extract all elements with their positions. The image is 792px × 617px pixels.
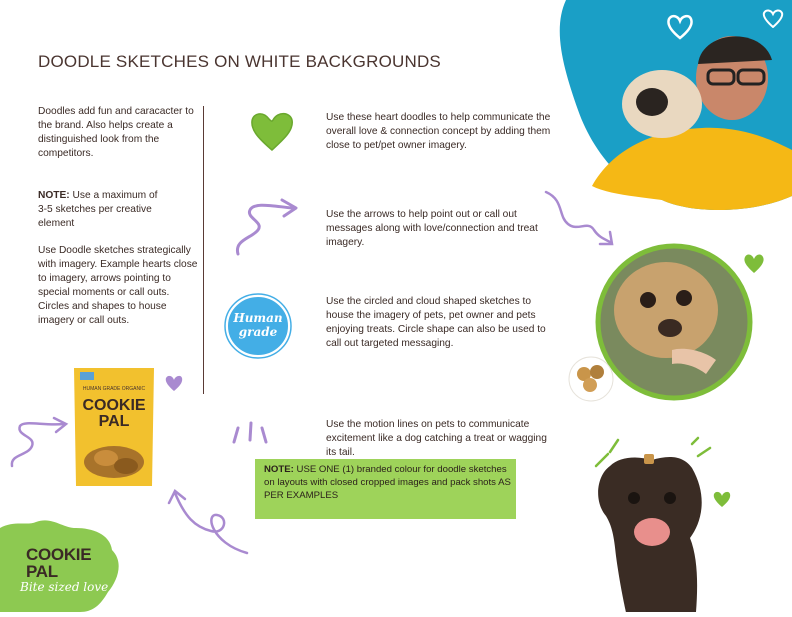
product-pack xyxy=(70,362,158,490)
pack-arrow-doodle xyxy=(6,410,72,470)
brand-name-1: COOKIE xyxy=(26,545,92,564)
arrow-description: Use the arrows to help point out or call out messages along with love/connection and treat imagery. xyxy=(326,209,538,248)
bottom-arrow-doodle xyxy=(165,487,255,559)
brand-tagline: Bite sized love xyxy=(20,580,109,594)
usage-text: Use Doodle sketches strategically with imagery. Example hearts close to imagery, arrows pointing to special moments or call outs. Circles and shapes to house imagery or call outs. xyxy=(38,245,198,326)
cookie-bowl-shape xyxy=(566,356,616,402)
brand-name-2: PAL xyxy=(26,562,58,581)
small-heart-green-bottom xyxy=(712,490,732,508)
arrow-doodle-icon xyxy=(232,196,304,258)
heart-outline-photo xyxy=(666,14,694,40)
badge-line-1: Human xyxy=(233,311,283,325)
cookie-bowl xyxy=(566,356,616,402)
badge-line-2: grade xyxy=(238,325,278,339)
circle-badge-icon xyxy=(224,293,292,359)
small-heart-green xyxy=(742,252,766,274)
bottom-note-label: NOTE: xyxy=(264,464,294,475)
motion-description: Use the motion lines on pets to communicate excitement like a dog catching a treat or wagging its tail. xyxy=(326,419,547,458)
heart-description: Use these heart doodles to help communicate the overall love & connection concept by adding them close to pet/pet owner imagery. xyxy=(326,112,551,151)
small-heart-purple xyxy=(164,374,184,392)
bottom-note xyxy=(264,463,514,502)
note-label: NOTE: xyxy=(38,190,70,201)
heart-doodle-icon xyxy=(248,108,296,154)
heart-outline-small xyxy=(762,8,784,28)
intro-text: Doodles add fun and caracacter to the brand. Also helps create a distinguished look from the competitors. xyxy=(38,106,194,159)
note-body: Use a maximum of 3-5 sketches per creative element xyxy=(38,190,158,229)
dog-motion-lines xyxy=(588,436,718,476)
pack-brand-1: COOKIE xyxy=(82,397,146,414)
motion-lines-icon xyxy=(228,418,274,446)
circle-description: Use the circled and cloud shaped sketches to house the imagery of pets, pet owner and pets enjoying treats. Circle shape can also be used to call out targeted messaging. xyxy=(326,296,546,349)
brand-logo xyxy=(26,546,91,580)
pack-subtitle: HUMAN GRADE ORGANIC xyxy=(82,386,146,392)
pack-brand-2: PAL xyxy=(98,413,130,430)
max-sketches-note xyxy=(38,189,168,231)
page-title: DOODLE SKETCHES ON WHITE BACKGROUNDS xyxy=(38,52,441,71)
column-divider xyxy=(203,106,204,394)
bottom-note-text: USE ONE (1) branded colour for doodle sketches on layouts with closed cropped images and pack shots AS PER EXAMPLES xyxy=(264,464,511,501)
